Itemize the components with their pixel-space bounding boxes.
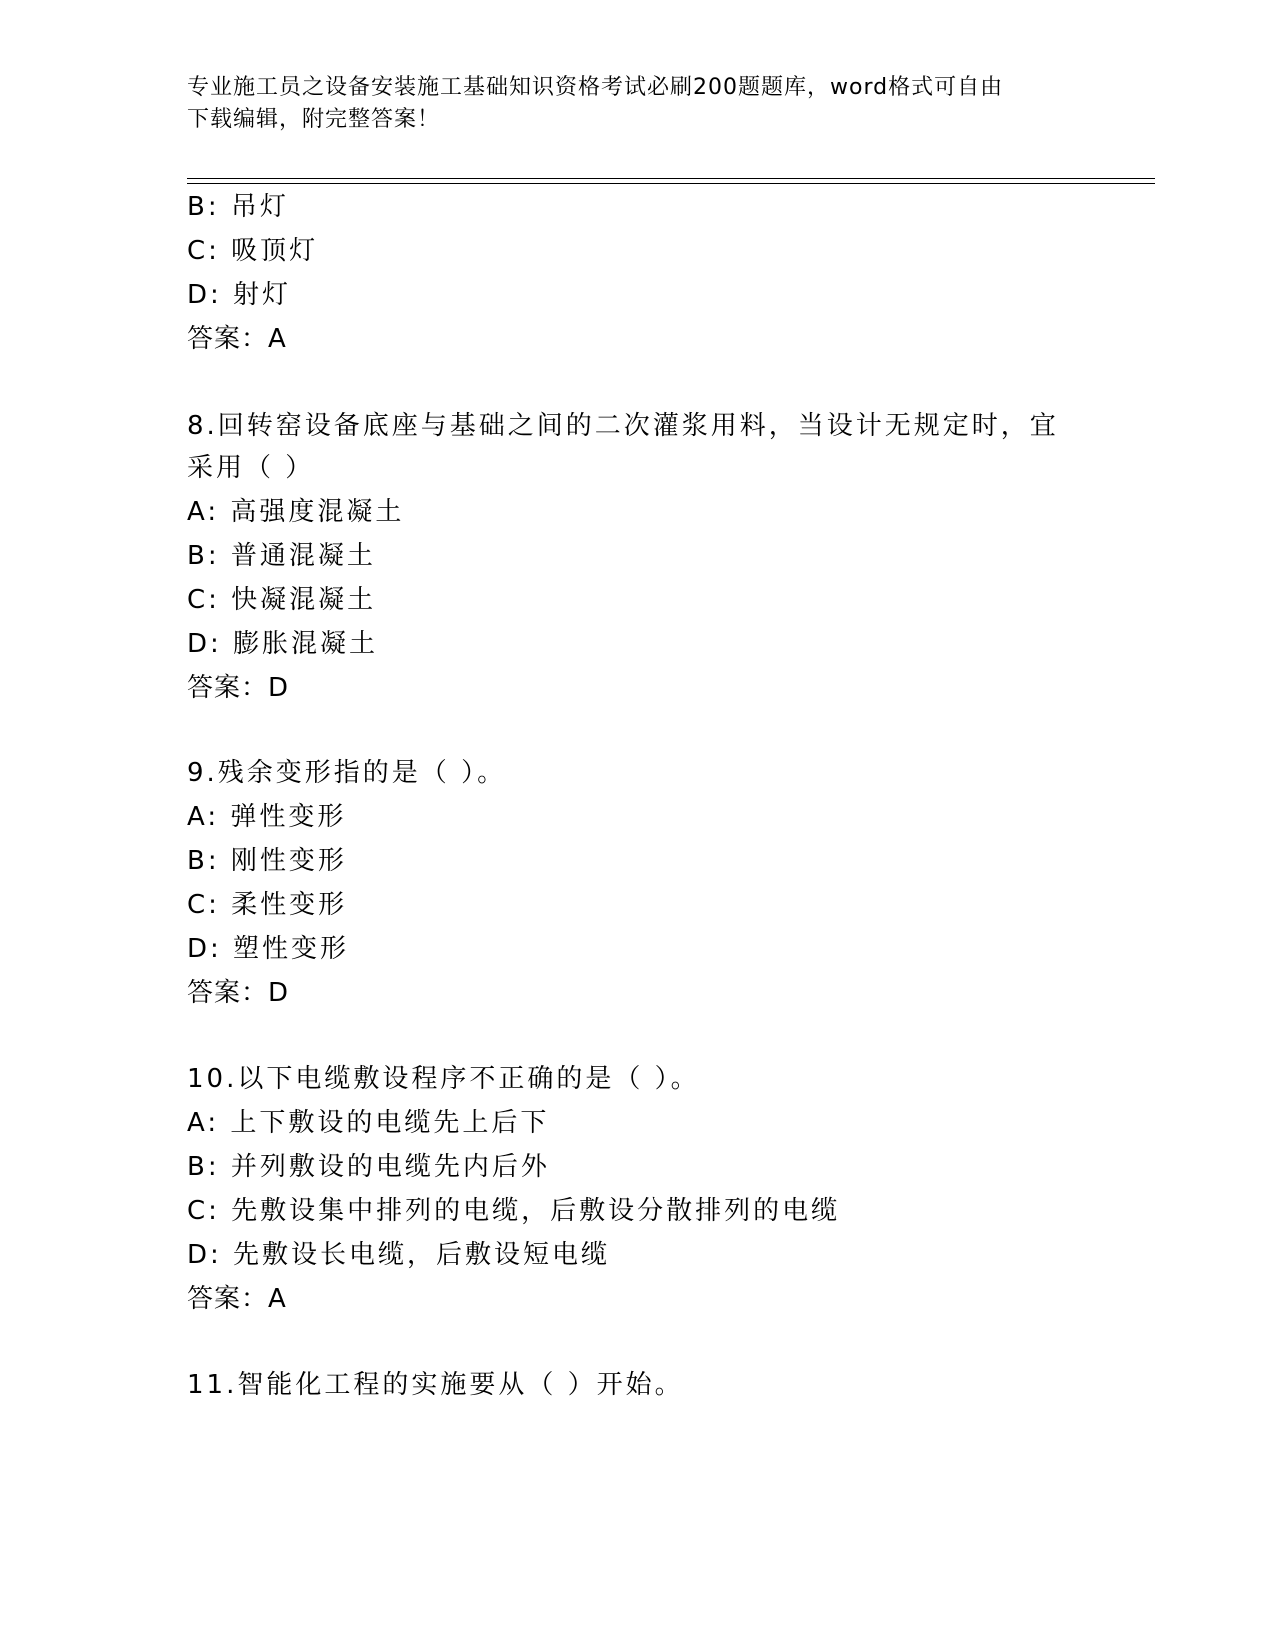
- q11-stem: 11.智能化工程的实施要从（ ）开始。: [187, 1370, 684, 1400]
- q8-stem-line-2: 采用（ ）: [187, 453, 315, 483]
- header-divider-bottom: [187, 183, 1155, 184]
- q10-option-b: B: 并列敷设的电缆先内后外: [187, 1152, 550, 1182]
- q9-option-c: C: 柔性变形: [187, 890, 348, 920]
- q9-option-a: A: 弹性变形: [187, 802, 347, 832]
- q8-option-d: D: 膨胀混凝土: [187, 629, 379, 659]
- q8-option-a: A: 高强度混凝土: [187, 497, 405, 527]
- q9-stem: 9.残余变形指的是（ ）。: [187, 758, 507, 788]
- prev-option-b: B: 吊灯: [187, 192, 289, 222]
- q8-option-c: C: 快凝混凝土: [187, 585, 377, 615]
- q8-stem-line-1: 8.回转窑设备底座与基础之间的二次灌浆用料，当设计无规定时，宜: [187, 411, 1059, 441]
- q10-option-a: A: 上下敷设的电缆先上后下: [187, 1108, 550, 1138]
- q10-option-c: C: 先敷设集中排列的电缆，后敷设分散排列的电缆: [187, 1196, 841, 1226]
- prev-option-c: C: 吸顶灯: [187, 236, 319, 266]
- q9-option-b: B: 刚性变形: [187, 846, 347, 876]
- q10-option-d: D: 先敷设长电缆，后敷设短电缆: [187, 1240, 611, 1270]
- header-line-1: 专业施工员之设备安装施工基础知识资格考试必刷200题题库，word格式可自由: [187, 75, 1004, 100]
- header-divider-top: [187, 178, 1155, 179]
- q8-answer: 答案：D: [187, 673, 290, 703]
- header-line-2: 下载编辑，附完整答案！: [187, 107, 441, 132]
- q10-stem: 10.以下电缆敷设程序不正确的是（ ）。: [187, 1064, 700, 1094]
- q9-option-d: D: 塑性变形: [187, 934, 350, 964]
- prev-option-d: D: 射灯: [187, 280, 292, 310]
- prev-answer: 答案：A: [187, 324, 287, 354]
- document-header: [187, 72, 1087, 136]
- q10-answer: 答案：A: [187, 1284, 287, 1314]
- q8-option-b: B: 普通混凝土: [187, 541, 376, 571]
- q9-answer: 答案：D: [187, 978, 290, 1008]
